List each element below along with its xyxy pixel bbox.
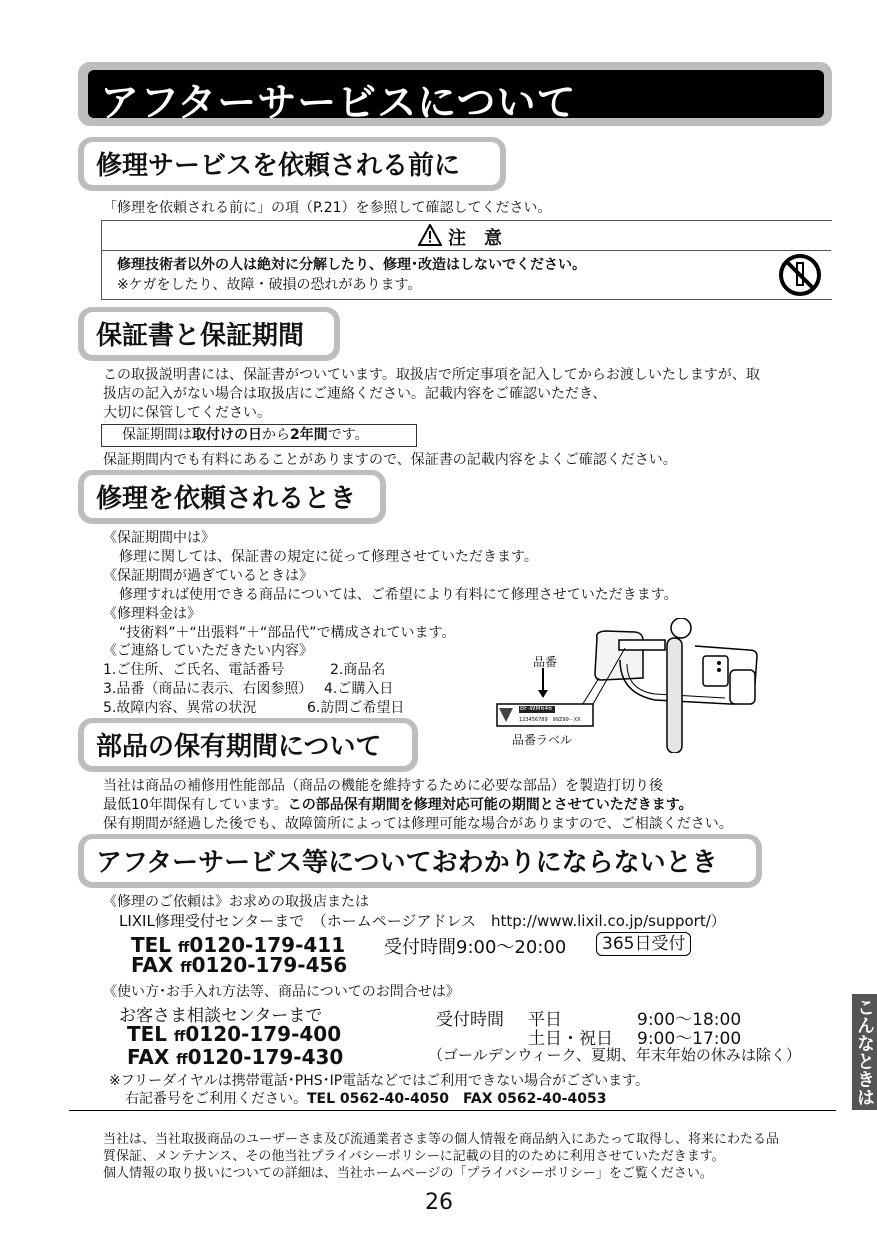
warranty-period-c: から bbox=[262, 427, 290, 443]
caution-title: 注 意 bbox=[448, 228, 502, 249]
side-tab: こんなときは bbox=[852, 994, 877, 1110]
alternate-number-text: 右記番号をご利用ください。 bbox=[125, 1091, 307, 1107]
section-title: 部品の保有期間について bbox=[96, 732, 382, 762]
contact-item-2: 2.商品名 bbox=[330, 662, 386, 678]
lixil-center-line: LIXIL修理受付センターまで （ホームページアドレス http://www.lixil.co.jp/support/） bbox=[119, 912, 726, 930]
repair-text-in-warranty: 修理に関しては、保証書の規定に従って修理させていただきます。 bbox=[119, 549, 538, 565]
warranty-period-start: 取付けの日 bbox=[192, 427, 262, 443]
privacy-line1: 当社は、当社取扱商品のユーザーさま及び流通業者さま等の個人情報を商品納入にあたって取得し、将来にわたる品 bbox=[103, 1132, 780, 1147]
repair-fax-number: 0120-179-456 bbox=[191, 953, 348, 977]
warranty-period-length: 2年間 bbox=[290, 427, 328, 443]
repair-text-out-warranty: 修理すれば使用できる商品については、ご希望により有料にて修理させていただきます。 bbox=[119, 587, 678, 603]
parts-text-line1: 当社は商品の補修用性能部品（商品の機能を維持するために必要な部品）を製造打切り後 bbox=[103, 778, 663, 794]
repair-fax bbox=[131, 954, 347, 979]
inquiry-fax-number: 0120-179-430 bbox=[187, 1045, 344, 1069]
fax-label: FAX bbox=[131, 953, 174, 977]
privacy-line3: 個人情報の取り扱いについての詳細は、当社ホームページの「プライバシーポリシー」をご覧ください。 bbox=[103, 1166, 713, 1181]
inquiry-hours-label: 受付時間 bbox=[436, 1010, 504, 1030]
section-heading-after-service bbox=[78, 834, 762, 888]
inquiry-fax bbox=[127, 1046, 343, 1071]
section-title: 修理サービスを依頼される前に bbox=[96, 151, 461, 181]
warranty-text-line1: この取扱説明書には、保証書がついています。取扱店で所定事項を記入してからお渡しいたしますが、取 bbox=[103, 367, 760, 383]
reference-text: 「修理を依頼される前に」の項（P.21）を参照して確認してください。 bbox=[103, 200, 552, 216]
repair-heading-out-warranty: 《保証期間が過ぎているときは》 bbox=[103, 568, 313, 584]
weekend-hours: 9:00～17:00 bbox=[637, 1029, 742, 1049]
customer-center-label: お客さま相談センターまで bbox=[119, 1006, 323, 1026]
section-heading-repair-before bbox=[78, 137, 506, 191]
weekday-hours: 9:00～18:00 bbox=[637, 1010, 742, 1030]
section-title: 修理を依頼されるとき bbox=[96, 484, 357, 514]
caution-divider bbox=[101, 250, 831, 251]
warranty-period-e: です。 bbox=[327, 427, 369, 443]
warranty-text-line2: 扱店の記入がない場合は取扱店にご連絡ください。記載内容をご確認いただき、 bbox=[103, 386, 607, 402]
holiday-note: （ゴールデンウィーク、夏期、年末年始の休みは除く） bbox=[428, 1046, 801, 1064]
section-heading-warranty bbox=[78, 307, 340, 361]
warranty-text-line4: 保証期間内でも有料にあることがありますので、保証書の記載内容をよくご確認ください。 bbox=[103, 452, 677, 468]
product-label-figure bbox=[495, 618, 765, 753]
weekend-label: 土日・祝日 bbox=[528, 1029, 613, 1049]
repair-text-fee: “技術料”＋“出張料”＋“部品代”で構成されています。 bbox=[119, 625, 456, 641]
freedial-icon: ff bbox=[180, 960, 192, 976]
figure-model-code: BF-WM646 bbox=[520, 705, 553, 712]
tel-label: TEL bbox=[127, 1022, 168, 1046]
warning-icon bbox=[418, 224, 442, 250]
freedial-note: ※フリーダイヤルは携帯電話･PHS･IP電話などではご利用できない場合がございます。 bbox=[109, 1073, 650, 1089]
open-365-badge: 365日受付 bbox=[596, 932, 691, 956]
page-title: アフターサービスについて bbox=[100, 81, 577, 126]
warranty-period-a: 保証期間は bbox=[122, 427, 192, 443]
freedial-icon: ff bbox=[176, 1052, 188, 1068]
caution-sub-text: ※ケガをしたり、故障・破損の恐れがあります。 bbox=[117, 277, 422, 293]
contact-item-6: 6.訪問ご希望日 bbox=[307, 700, 405, 716]
inquiry-heading: 《使い方･お手入れ方法等、商品についてのお問合せは》 bbox=[103, 984, 460, 1000]
contact-item-5: 5.故障内容、異常の状況 bbox=[103, 700, 257, 716]
figure-label-model: 品番 bbox=[533, 655, 558, 669]
figure-barcode-text: 123456789 99Z99－XX bbox=[519, 717, 581, 723]
warranty-period-box bbox=[101, 424, 417, 447]
parts-text-line2b: この部品保有期間を修理対応可能の期間とさせていただきます。 bbox=[287, 797, 693, 813]
repair-heading-in-warranty: 《保証期間中は》 bbox=[103, 530, 215, 546]
figure-label-tag: 品番ラベル bbox=[512, 733, 573, 747]
footer-divider bbox=[69, 1110, 836, 1111]
section-title: アフターサービス等についておわかりにならないとき bbox=[96, 848, 718, 878]
repair-request-heading: 《修理のご依頼は》お求めの取扱店または bbox=[103, 894, 369, 910]
repair-tel-number: 0120-179-411 bbox=[189, 933, 346, 957]
parts-text-line2 bbox=[103, 796, 693, 815]
parts-text-line2a: 最低10年間保有しています。 bbox=[103, 797, 288, 813]
repair-heading-fee: 《修理料金は》 bbox=[103, 606, 201, 622]
contact-item-4: 4.ご購入日 bbox=[324, 681, 394, 697]
contact-item-3: 3.品番（商品に表示、右図参照） bbox=[103, 681, 313, 697]
contact-item-1: 1.ご住所、ご氏名、電話番号 bbox=[103, 662, 285, 678]
inquiry-tel-number: 0120-179-400 bbox=[185, 1022, 342, 1046]
privacy-line2: 質保証、メンテナンス、その他当社プライバシーポリシーに記載の目的のために利用させていただきます。 bbox=[103, 1149, 725, 1164]
freedial-icon: ff bbox=[174, 1029, 186, 1045]
fax-label: FAX bbox=[127, 1045, 170, 1069]
section-heading-request-repair bbox=[78, 470, 386, 524]
warranty-text-line3: 大切に保管してください。 bbox=[103, 405, 271, 421]
page-number: 26 bbox=[425, 1190, 453, 1215]
repair-hours: 受付時間9:00～20:00 bbox=[384, 937, 567, 958]
no-disassembly-icon bbox=[778, 253, 822, 301]
alternate-number-note bbox=[125, 1090, 606, 1109]
section-heading-parts bbox=[78, 718, 418, 772]
section-title: 保証書と保証期間 bbox=[96, 321, 305, 351]
alternate-numbers: TEL 0562-40-4050 FAX 0562-40-4053 bbox=[307, 1091, 607, 1107]
caution-main-text: 修理技術者以外の人は絶対に分解したり、修理･改造はしないでください。 bbox=[117, 257, 586, 273]
parts-text-line3: 保有期間が経過した後でも、故障箇所によっては修理可能な場合がありますので、ご相談ください。 bbox=[103, 816, 733, 832]
weekday-label: 平日 bbox=[528, 1010, 562, 1030]
repair-heading-contact: 《ご連絡していただきたい内容》 bbox=[103, 643, 313, 659]
freedial-icon: ff bbox=[178, 940, 190, 956]
tel-label: TEL bbox=[131, 933, 172, 957]
